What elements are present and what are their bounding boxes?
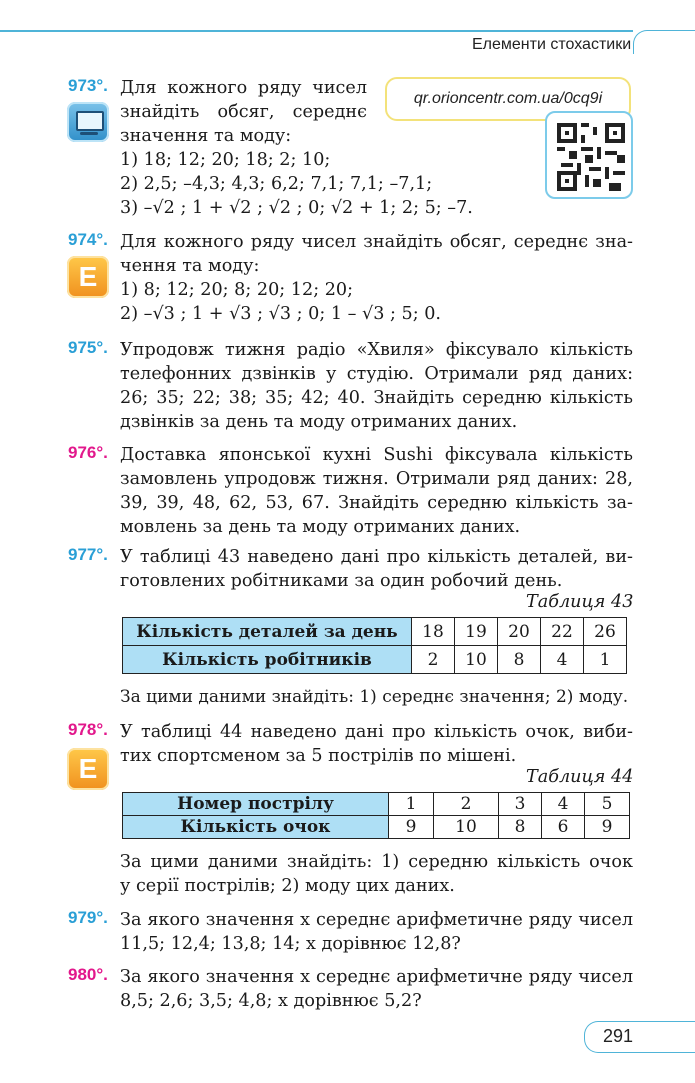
table-caption: Таблиця 44 (526, 767, 634, 787)
table-row-header: Номер пострілу (123, 793, 389, 816)
task-number: 978°. (68, 720, 108, 739)
task-number: 975°. (68, 338, 108, 357)
table-row-header: Кількість очок (123, 816, 389, 839)
qr-code-icon (557, 123, 625, 191)
task-text-line: 1) 18; 12; 20; 18; 2; 10; (120, 150, 331, 170)
task-number: 974°. (68, 230, 108, 249)
task-text-line: 8,5; 2,6; 3,5; 4,8; x дорівнює 5,2? (120, 991, 422, 1011)
task-text-line: замовлень упродовж тижня. Отримали ряд даних: 28, (120, 469, 633, 489)
task-text-line: телефонних дзвінків у студію. Отримали ряд даних: (120, 364, 633, 384)
task-text-line: За цими даними знайдіть: 1) середню кількість очок (120, 852, 633, 872)
table-cell: 9 (389, 816, 434, 839)
table-row (123, 646, 627, 674)
task-text-line: 2) 2,5; –4,3; 4,3; 6,2; 7,1; 7,1; –7,1; (120, 174, 433, 194)
task-text-line: знайдіть обсяг, середнє (120, 102, 367, 122)
section-title: Елементи стохастики (472, 36, 632, 53)
table-caption: Таблиця 43 (526, 592, 634, 612)
E-icon: E (67, 256, 109, 298)
task-text-line: За якого значення x середнє арифметичне ряду чисел (120, 910, 633, 930)
table-cell: 19 (455, 618, 498, 646)
header-corner (633, 30, 695, 54)
task-text-line: У таблиці 44 наведено дані про кількість очок, виби- (120, 722, 633, 742)
table-cell: 1 (389, 793, 434, 816)
task-number: 980°. (68, 965, 108, 984)
task-text-line: У таблиці 43 наведено дані про кількість деталей, ви- (120, 547, 633, 567)
table-cell: 2 (434, 793, 499, 816)
task-text-line: 1) 8; 12; 20; 8; 20; 12; 20; (120, 280, 354, 300)
task-text-line: Для кожного ряду чисел знайдіть обсяг, середнє зна- (120, 232, 633, 252)
E-icon: E (67, 748, 109, 790)
table-cell: 2 (412, 646, 455, 674)
table-cell: 10 (455, 646, 498, 674)
task-text-line: За якого значення x середнє арифметичне ряду чисел (120, 967, 633, 987)
table-cell: 5 (585, 793, 630, 816)
table-cell: 8 (499, 816, 542, 839)
qr-url-label[interactable]: qr.orioncentr.com.ua/0cq9i (385, 77, 631, 121)
table-cell: 26 (584, 618, 627, 646)
task-number: 976°. (68, 443, 108, 462)
task-number: 977°. (68, 545, 108, 564)
data-table-44 (122, 792, 630, 839)
task-text-line: 26; 35; 22; 38; 35; 42; 40. Знайдіть середню кількість (120, 388, 633, 408)
task-text-line: готовлених робітниками за один робочий день. (120, 571, 563, 591)
table-row (123, 793, 630, 816)
table-cell: 4 (541, 646, 584, 674)
table-row (123, 816, 630, 839)
table-cell: 8 (498, 646, 541, 674)
task-text-line: тих спортсменом за 5 пострілів по мішені. (120, 746, 517, 766)
table-cell: 9 (585, 816, 630, 839)
table-row-header: Кількість деталей за день (123, 618, 412, 646)
table-cell: 22 (541, 618, 584, 646)
task-text-line: 11,5; 12,4; 13,8; 14; x дорівнює 12,8? (120, 934, 461, 954)
task-text-line: Упродовж тижня радіо «Хвиля» фіксувало кількість (120, 340, 633, 360)
task-text-line: 3) –√2 ; 1 + √2 ; √2 ; 0; √2 + 1; 2; 5; –7. (120, 198, 473, 218)
table-cell: 18 (412, 618, 455, 646)
page-number: 291 (603, 1026, 634, 1046)
header-rule (0, 30, 633, 32)
table-cell: 3 (499, 793, 542, 816)
table-cell: 4 (542, 793, 585, 816)
page-number-tab (584, 1021, 695, 1053)
qr-code[interactable] (545, 111, 633, 199)
task-text-line: мовлень за день та моду отриманих даних. (120, 517, 521, 537)
task-text-line: Доставка японської кухні Sushi фіксувала кількість (120, 445, 633, 465)
computer-icon (67, 102, 109, 142)
task-text-line: у серії пострілів; 2) моду цих даних. (120, 876, 455, 896)
task-text-line: 39, 39, 48, 62, 53, 67. Знайдіть середню кількість за- (120, 493, 633, 513)
task-text-line: чення та моду: (120, 256, 260, 276)
task-text-line: значення та моду: (120, 126, 292, 146)
table-cell: 20 (498, 618, 541, 646)
table-row (123, 618, 627, 646)
data-table-43 (122, 617, 627, 674)
table-cell: 10 (434, 816, 499, 839)
task-text-line: За цими даними знайдіть: 1) середнє значення; 2) моду. (120, 687, 629, 707)
table-row-header: Кількість робітників (123, 646, 412, 674)
task-text-line: 2) –√3 ; 1 + √3 ; √3 ; 0; 1 – √3 ; 5; 0. (120, 304, 442, 324)
task-text-line: дзвінків за день та моду отриманих даних. (120, 412, 518, 432)
table-cell: 6 (542, 816, 585, 839)
table-cell: 1 (584, 646, 627, 674)
task-number: 979°. (68, 908, 108, 927)
task-number: 973°. (68, 76, 108, 95)
task-text-line: Для кожного ряду чисел (120, 78, 367, 98)
